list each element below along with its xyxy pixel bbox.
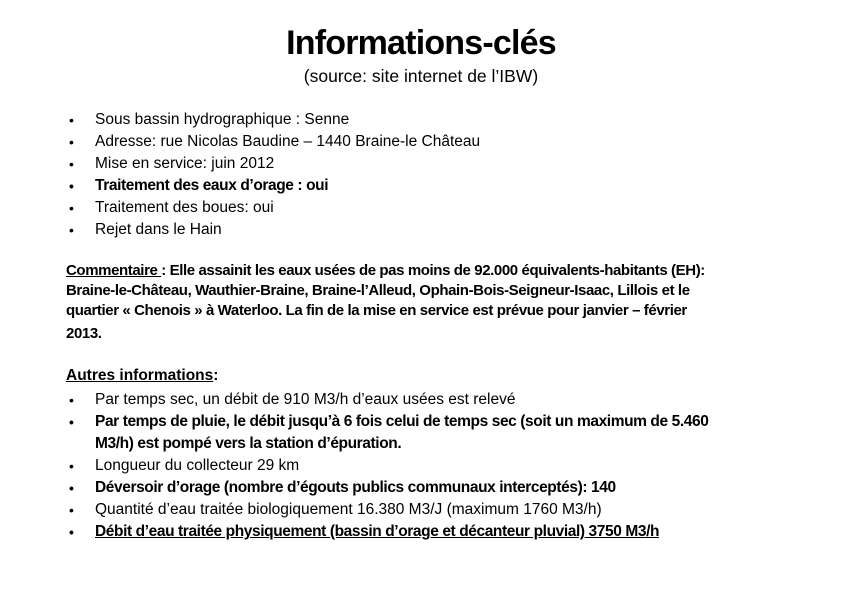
fact-text: Traitement des eaux d’orage : oui (95, 177, 329, 194)
other-info-heading (66, 365, 782, 387)
other-item-debit-physique (66, 521, 782, 543)
other-item-text-line2: M3/h) est pompé vers la station d’épuration. (95, 435, 402, 452)
fact-item-traitement-orage (66, 175, 782, 197)
other-info-list (66, 389, 782, 543)
other-item-text: Longueur du collecteur 29 km (95, 457, 300, 474)
other-item-temps-pluie (66, 411, 782, 455)
commentary-line-rest: : Elle assainit les eaux usées de pas moins de 92.000 équivalents-habitants (EH): (161, 262, 705, 279)
other-info-heading-text: Autres informations (66, 367, 214, 384)
fact-text: Sous bassin hydrographique : Senne (95, 111, 350, 128)
fact-item-mise-en-service (66, 153, 782, 175)
commentary-line (66, 261, 782, 281)
slide-header (0, 0, 842, 88)
page-subtitle: (source: site internet de l’IBW) (303, 66, 539, 86)
commentary-line: quartier « Chenois » à Waterloo. La fin de la mise en service est prévue pour janvier – février (66, 302, 687, 319)
fact-text: Rejet dans le Hain (95, 221, 222, 238)
other-item-longueur-collecteur (66, 455, 782, 477)
other-item-text: Débit d’eau traitée physiquement (bassin d’orage et décanteur pluvial) 3750 M3/h (95, 523, 660, 540)
other-item-text: Déversoir d’orage (nombre d’égouts publics communaux interceptés): 140 (95, 479, 616, 496)
other-item-text-line1: • Par temps de pluie, le débit jusqu’à 6 fois celui de temps sec (soit un maximum de 5.460 (95, 413, 709, 430)
fact-item-rejet (66, 219, 782, 241)
fact-item-bassin (66, 109, 782, 131)
other-item-quantite-biologique (66, 499, 782, 521)
other-info-heading-colon: : (213, 367, 219, 384)
other-item-deversoir (66, 477, 782, 499)
commentary-label: Commentaire (66, 262, 162, 279)
slide-content (66, 109, 782, 543)
fact-text: Traitement des boues: oui (95, 199, 274, 216)
commentary-line: 2013. (66, 325, 102, 342)
facts-list (66, 109, 782, 241)
fact-text: Mise en service: juin 2012 (95, 155, 275, 172)
fact-item-traitement-boues (66, 197, 782, 219)
other-item-text: Par temps sec, un débit de 910 M3/h d’eaux usées est relevé (95, 391, 516, 408)
other-item-text: Quantité d’eau traitée biologiquement 16.380 M3/J (maximum 1760 M3/h) (95, 501, 602, 518)
fact-text: Adresse: rue Nicolas Baudine – 1440 Braine-le Château (95, 133, 481, 150)
commentary-line: Braine-le-Château, Wauthier-Braine, Braine-l’Alleud, Ophain-Bois-Seigneur-Isaac, Lillois et le (66, 282, 690, 299)
fact-item-adresse (66, 131, 782, 153)
commentary-paragraph (66, 261, 782, 344)
page-title: Informations-clés (286, 24, 556, 62)
other-item-temps-sec (66, 389, 782, 411)
